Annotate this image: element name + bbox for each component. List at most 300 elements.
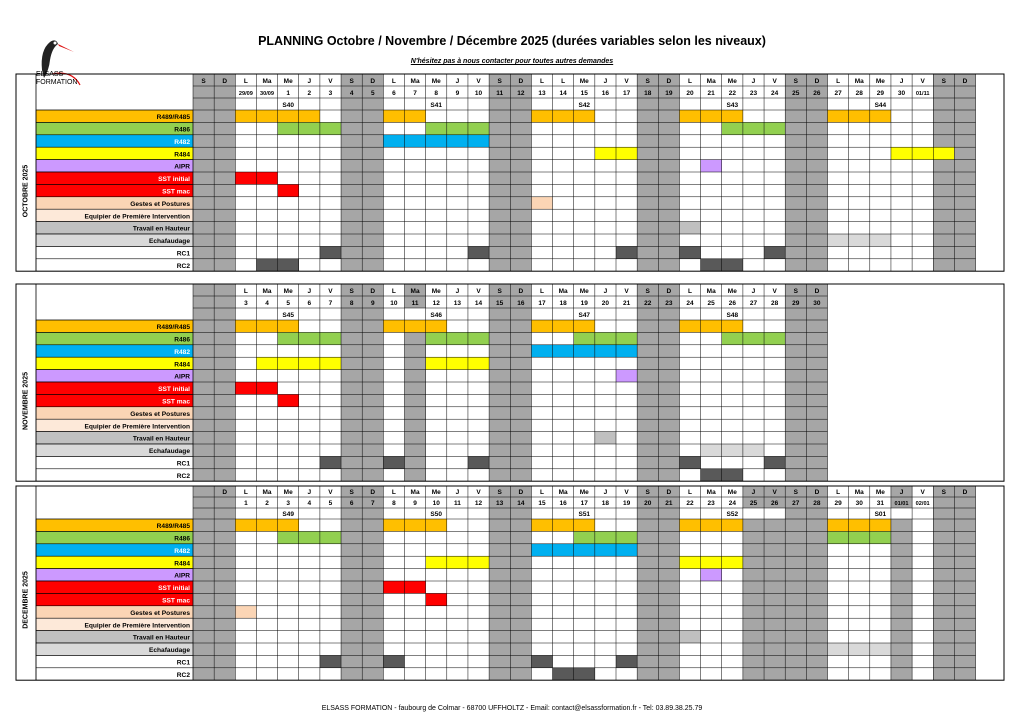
day-number: 20 xyxy=(686,90,694,97)
day-letter: V xyxy=(920,78,925,85)
day-number: 9 xyxy=(455,90,460,97)
day-letter: D xyxy=(518,288,524,295)
row-label: SST initial xyxy=(158,386,190,394)
session-cell xyxy=(383,110,404,122)
weekend-column xyxy=(489,284,510,481)
session-cell xyxy=(595,544,616,556)
week-label: S48 xyxy=(726,312,739,319)
row-label-cell xyxy=(36,556,193,568)
day-number: 17 xyxy=(538,300,546,307)
session-cell xyxy=(278,332,299,344)
session-cell xyxy=(828,234,849,246)
session-cell xyxy=(616,531,637,543)
session-cell xyxy=(235,519,256,531)
month-section xyxy=(16,486,1004,680)
weekend-column xyxy=(806,284,827,481)
weekend-column xyxy=(214,284,235,481)
day-number: 6 xyxy=(307,300,312,307)
day-letter: S xyxy=(793,288,798,295)
day-letter: L xyxy=(539,489,544,496)
session-cell xyxy=(616,345,637,357)
session-cell xyxy=(531,197,552,209)
row-label: RC1 xyxy=(176,460,190,468)
session-cell xyxy=(320,246,341,258)
session-cell xyxy=(553,345,574,357)
day-number: 7 xyxy=(370,500,375,507)
session-cell xyxy=(426,332,447,344)
session-cell xyxy=(764,122,785,134)
session-cell xyxy=(405,320,426,332)
weekend-column xyxy=(341,284,362,481)
row-label: R486 xyxy=(174,126,190,134)
logo-text: ELSASS FORMATION xyxy=(36,71,78,86)
week-label: S50 xyxy=(430,511,443,518)
day-letter: J xyxy=(603,78,608,85)
day-number: 4 xyxy=(349,90,354,97)
day-number: 29 xyxy=(834,500,842,507)
session-cell xyxy=(616,655,637,667)
day-letter: Ma xyxy=(262,78,272,85)
weekend-column xyxy=(193,74,214,271)
day-letter: Me xyxy=(727,78,737,85)
session-cell xyxy=(701,569,722,581)
session-cell xyxy=(426,357,447,369)
session-cell xyxy=(553,544,574,556)
row-label-cell xyxy=(36,456,193,468)
session-cell xyxy=(405,110,426,122)
row-label: R489/R485 xyxy=(156,523,190,531)
session-cell xyxy=(320,456,341,468)
session-cell xyxy=(616,332,637,344)
day-number: 12 xyxy=(432,300,440,307)
day-number: 01/01 xyxy=(894,501,909,507)
session-cell xyxy=(828,643,849,655)
session-cell xyxy=(299,531,320,543)
day-number: 27 xyxy=(834,90,842,97)
row-label: Equipier de Première Intervention xyxy=(84,423,190,431)
day-number: 26 xyxy=(813,90,821,97)
session-cell xyxy=(595,531,616,543)
day-number: 13 xyxy=(496,500,504,507)
week-label: S47 xyxy=(578,312,591,319)
session-cell xyxy=(299,332,320,344)
row-label: Travail en Hauteur xyxy=(132,225,190,233)
week-label: S46 xyxy=(430,312,443,319)
row-label-cell xyxy=(36,246,193,258)
day-number: 11 xyxy=(411,300,419,307)
session-cell xyxy=(256,320,277,332)
session-cell xyxy=(299,110,320,122)
month-section xyxy=(16,74,1004,271)
session-cell xyxy=(468,246,489,258)
session-cell xyxy=(595,147,616,159)
day-number: 4 xyxy=(307,500,312,507)
session-cell xyxy=(299,122,320,134)
row-label: R482 xyxy=(174,547,190,555)
day-number: 24 xyxy=(728,500,736,507)
session-cell xyxy=(553,668,574,680)
session-cell xyxy=(828,531,849,543)
day-number: 8 xyxy=(434,90,439,97)
day-number: 16 xyxy=(517,300,525,307)
session-cell xyxy=(256,519,277,531)
day-letter: Ma xyxy=(410,288,420,295)
session-cell xyxy=(701,110,722,122)
day-letter: Me xyxy=(283,288,293,295)
day-letter: Ma xyxy=(706,489,716,496)
day-number: 10 xyxy=(474,90,483,97)
day-letter: J xyxy=(455,489,460,496)
week-label: S44 xyxy=(874,102,887,109)
session-cell xyxy=(574,345,595,357)
session-cell xyxy=(278,531,299,543)
day-letter: Me xyxy=(431,489,441,496)
day-letter: S xyxy=(645,489,650,496)
row-label-cell xyxy=(36,147,193,159)
day-number: 9 xyxy=(370,300,375,307)
session-cell xyxy=(679,320,700,332)
session-cell xyxy=(256,259,277,271)
session-cell xyxy=(679,246,700,258)
session-cell xyxy=(870,531,891,543)
day-letter: Ma xyxy=(854,78,864,85)
day-letter: V xyxy=(328,489,333,496)
weekend-column xyxy=(658,74,679,271)
session-cell xyxy=(426,519,447,531)
day-letter: J xyxy=(751,489,756,496)
weekend-column xyxy=(933,486,954,680)
day-number: 22 xyxy=(686,500,694,507)
session-cell xyxy=(468,456,489,468)
session-cell xyxy=(531,110,552,122)
day-letter: Ma xyxy=(262,288,272,295)
weekend-column xyxy=(193,284,214,481)
weekend-column xyxy=(637,284,658,481)
row-label: AIPR xyxy=(174,572,190,580)
day-number: 13 xyxy=(538,90,546,97)
day-letter: S xyxy=(349,288,354,295)
session-cell xyxy=(722,259,743,271)
day-letter: D xyxy=(962,78,968,85)
day-letter: V xyxy=(328,78,333,85)
session-cell xyxy=(870,519,891,531)
day-letter: Ma xyxy=(854,489,864,496)
row-label: RC2 xyxy=(176,472,190,480)
day-letter: L xyxy=(688,288,693,295)
day-number: 8 xyxy=(349,300,354,307)
day-letter: Me xyxy=(727,489,737,496)
session-cell xyxy=(383,655,404,667)
day-letter: V xyxy=(624,288,629,295)
day-letter: D xyxy=(518,489,524,496)
session-cell xyxy=(235,172,256,184)
row-label: R484 xyxy=(174,151,190,159)
session-cell xyxy=(256,382,277,394)
day-number: 26 xyxy=(771,500,779,507)
day-number: 18 xyxy=(601,500,610,507)
week-label: S42 xyxy=(578,102,591,109)
session-cell xyxy=(828,110,849,122)
session-cell xyxy=(320,332,341,344)
day-number: 25 xyxy=(707,300,715,307)
session-cell xyxy=(679,519,700,531)
month-label: OCTOBRE 2025 xyxy=(22,164,30,217)
day-number: 24 xyxy=(686,300,694,307)
day-number: 16 xyxy=(601,90,610,97)
row-label: Gestes et Postures xyxy=(130,410,190,418)
day-letter: J xyxy=(603,288,608,295)
day-number: 31 xyxy=(876,500,884,507)
weekend-column xyxy=(193,486,214,680)
session-cell xyxy=(701,259,722,271)
session-cell xyxy=(447,122,468,134)
row-label: RC2 xyxy=(176,262,190,270)
session-cell xyxy=(426,320,447,332)
day-letter: Me xyxy=(283,78,293,85)
row-label: Travail en Hauteur xyxy=(132,634,190,642)
day-number: 28 xyxy=(855,90,863,97)
day-letter: L xyxy=(836,489,841,496)
week-label: S43 xyxy=(726,102,739,109)
row-label: SST initial xyxy=(158,176,190,184)
session-cell xyxy=(722,320,743,332)
session-cell xyxy=(743,332,764,344)
day-letter: J xyxy=(455,78,460,85)
week-label: S01 xyxy=(874,511,887,518)
day-letter: Me xyxy=(875,78,885,85)
day-letter: Ma xyxy=(410,78,420,85)
session-cell xyxy=(679,110,700,122)
day-number: 01/11 xyxy=(915,91,930,97)
day-number: 15 xyxy=(538,500,546,507)
day-number: 21 xyxy=(622,300,631,307)
weekend-column xyxy=(637,486,658,680)
day-number: 28 xyxy=(813,500,821,507)
weekend-column xyxy=(341,74,362,271)
day-letter: V xyxy=(624,78,629,85)
day-letter: D xyxy=(666,78,672,85)
session-cell xyxy=(595,432,616,444)
row-label: SST mac xyxy=(162,398,190,406)
session-cell xyxy=(595,332,616,344)
day-letter: J xyxy=(751,288,756,295)
day-letter: L xyxy=(836,78,841,85)
day-letter: D xyxy=(518,78,524,85)
day-letter: V xyxy=(772,489,777,496)
row-label-cell xyxy=(36,531,193,543)
session-cell xyxy=(574,320,595,332)
session-cell xyxy=(722,444,743,456)
session-cell xyxy=(383,519,404,531)
session-cell xyxy=(933,147,954,159)
day-letter: D xyxy=(370,288,376,295)
day-number: 11 xyxy=(453,500,461,507)
week-label: S49 xyxy=(282,511,294,518)
footer-contact: ELSASS FORMATION - faubourg de Colmar - 68700 UFFHOLTZ - Email: contact@elsassformation.fr - Tel: 03.89.38.25.79 xyxy=(321,705,703,712)
day-number: 14 xyxy=(559,90,567,97)
session-cell xyxy=(235,320,256,332)
session-cell xyxy=(701,160,722,172)
day-letter: Me xyxy=(579,288,589,295)
day-letter: L xyxy=(391,78,396,85)
session-cell xyxy=(531,320,552,332)
weekend-column xyxy=(489,74,510,271)
session-cell xyxy=(870,234,891,246)
day-letter: D xyxy=(962,489,968,496)
day-letter: J xyxy=(899,489,904,496)
day-number: 20 xyxy=(601,300,610,307)
week-label: S41 xyxy=(430,102,443,109)
day-letter: D xyxy=(370,489,376,496)
day-letter: L xyxy=(561,78,566,85)
day-number: 6 xyxy=(349,500,354,507)
weekend-column xyxy=(806,486,827,680)
session-cell xyxy=(722,332,743,344)
row-label: R484 xyxy=(174,560,190,568)
session-cell xyxy=(531,544,552,556)
week-label: S51 xyxy=(578,511,591,518)
row-label: Echafaudage xyxy=(148,647,190,655)
day-letter: D xyxy=(222,489,228,496)
day-letter: L xyxy=(243,78,248,85)
day-letter: L xyxy=(243,489,248,496)
row-label: R489/R485 xyxy=(156,324,190,332)
day-letter: J xyxy=(307,489,312,496)
session-cell xyxy=(870,643,891,655)
row-label: Travail en Hauteur xyxy=(132,435,190,443)
day-letter: V xyxy=(920,489,925,496)
day-letter: L xyxy=(391,489,396,496)
weekend-column xyxy=(806,74,827,271)
page-title: PLANNING Octobre / Novembre / Décembre 2025 (durées variables selon les niveaux) xyxy=(258,34,766,48)
day-letter: S xyxy=(793,78,798,85)
session-cell xyxy=(278,122,299,134)
day-number: 2 xyxy=(307,90,312,97)
day-letter: D xyxy=(814,489,820,496)
day-letter: V xyxy=(772,78,777,85)
day-number: 26 xyxy=(728,300,736,307)
day-letter: S xyxy=(349,78,354,85)
day-number: 9 xyxy=(413,500,417,507)
day-number: 3 xyxy=(244,300,248,307)
session-cell xyxy=(764,456,785,468)
day-letter: D xyxy=(666,489,672,496)
day-letter: J xyxy=(751,78,756,85)
row-label: Echafaudage xyxy=(148,238,190,246)
session-cell xyxy=(743,122,764,134)
day-number: 14 xyxy=(474,300,483,307)
day-number: 25 xyxy=(749,500,758,507)
session-cell xyxy=(447,332,468,344)
session-cell xyxy=(849,531,870,543)
day-number: 1 xyxy=(244,500,248,507)
session-cell xyxy=(447,357,468,369)
day-letter: Ma xyxy=(558,288,568,295)
weekend-column xyxy=(785,486,806,680)
day-letter: Me xyxy=(579,78,589,85)
session-cell xyxy=(849,519,870,531)
day-letter: V xyxy=(476,78,481,85)
day-number: 29/09 xyxy=(238,91,253,97)
day-letter: Me xyxy=(283,489,293,496)
session-cell xyxy=(891,147,912,159)
day-letter: L xyxy=(391,288,396,295)
session-cell xyxy=(299,357,320,369)
day-number: 5 xyxy=(370,90,375,97)
row-label-cell xyxy=(36,135,193,147)
row-label: Equipier de Première Intervention xyxy=(84,213,190,221)
row-label-cell xyxy=(36,357,193,369)
day-number: 14 xyxy=(517,500,525,507)
row-label-cell xyxy=(36,544,193,556)
session-cell xyxy=(616,246,637,258)
session-cell xyxy=(320,122,341,134)
session-cell xyxy=(468,332,489,344)
row-label-cell xyxy=(36,469,193,481)
session-cell xyxy=(701,469,722,481)
weekend-column xyxy=(214,486,235,680)
day-letter: Me xyxy=(431,288,441,295)
session-cell xyxy=(849,234,870,246)
day-letter: Ma xyxy=(558,489,568,496)
row-label-cell xyxy=(36,332,193,344)
day-number: 30 xyxy=(813,300,821,307)
day-letter: V xyxy=(772,288,777,295)
session-cell xyxy=(679,556,700,568)
row-label: SST initial xyxy=(158,585,190,593)
day-letter: V xyxy=(476,489,481,496)
session-cell xyxy=(553,110,574,122)
day-letter: V xyxy=(328,288,333,295)
weekend-column xyxy=(489,486,510,680)
day-number: 19 xyxy=(580,300,588,307)
day-number: 23 xyxy=(707,500,715,507)
weekend-column xyxy=(510,74,531,271)
day-letter: S xyxy=(349,489,354,496)
day-number: 4 xyxy=(265,300,269,307)
session-cell xyxy=(320,531,341,543)
week-label: S40 xyxy=(282,102,294,109)
day-letter: D xyxy=(814,78,820,85)
day-letter: S xyxy=(645,288,650,295)
session-cell xyxy=(574,110,595,122)
session-cell xyxy=(531,345,552,357)
row-label-cell xyxy=(36,345,193,357)
session-cell xyxy=(468,135,489,147)
row-label: R486 xyxy=(174,336,190,344)
session-cell xyxy=(235,606,256,618)
day-number: 21 xyxy=(665,500,673,507)
weekend-column xyxy=(214,74,235,271)
row-label: Equipier de Première Intervention xyxy=(84,622,190,630)
session-cell xyxy=(383,581,404,593)
day-letter: V xyxy=(476,288,481,295)
session-cell xyxy=(447,556,468,568)
day-letter: S xyxy=(497,78,502,85)
day-number: 13 xyxy=(453,300,461,307)
week-label: S45 xyxy=(282,312,294,319)
session-cell xyxy=(278,320,299,332)
session-cell xyxy=(553,519,574,531)
month-label: DECEMBRE 2025 xyxy=(22,570,30,629)
day-letter: L xyxy=(243,288,248,295)
session-cell xyxy=(764,332,785,344)
day-number: 11 xyxy=(496,90,504,97)
day-number: 12 xyxy=(517,90,525,97)
row-label: SST mac xyxy=(162,597,190,605)
session-cell xyxy=(722,556,743,568)
session-cell xyxy=(426,556,447,568)
